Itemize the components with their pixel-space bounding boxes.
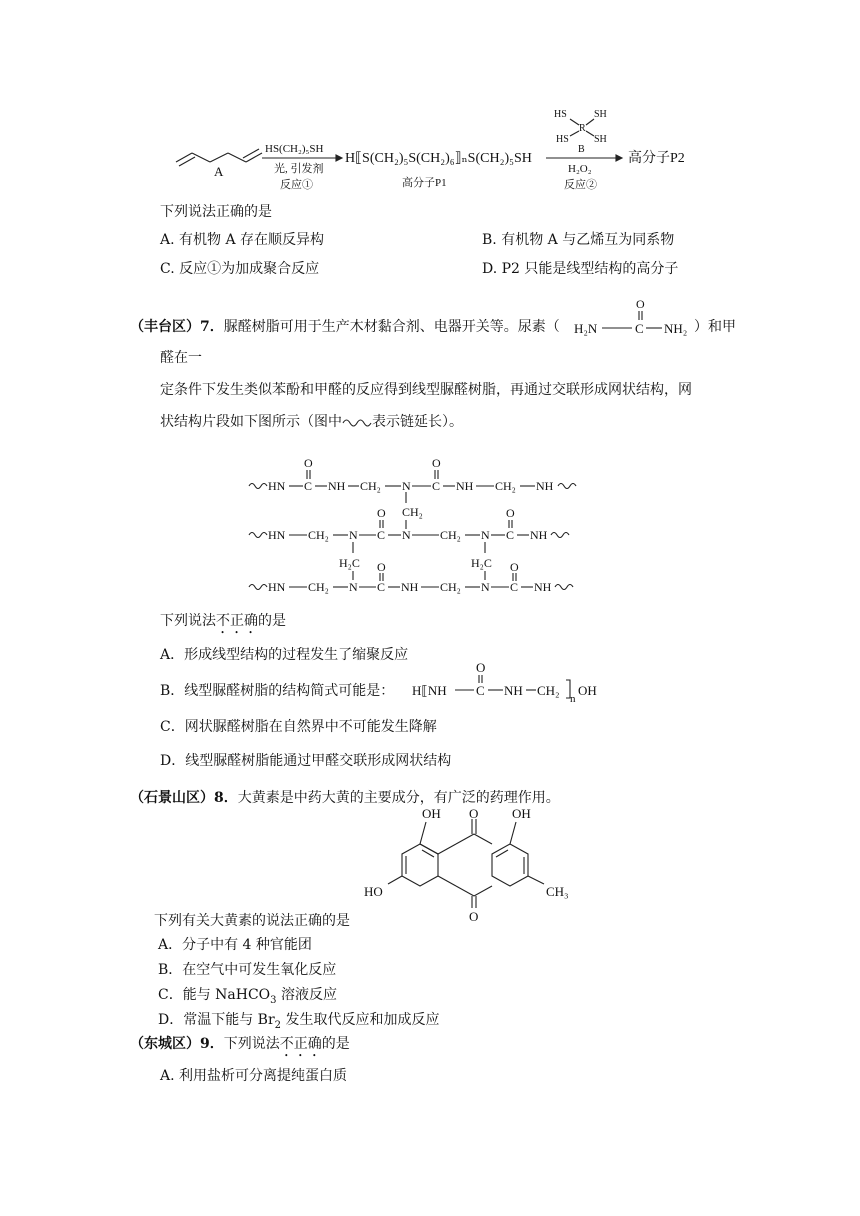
b-sh-right-bottom: SH — [594, 134, 607, 145]
q8-option-d-sub: 2 — [274, 1019, 282, 1031]
urea-c: C — [635, 321, 644, 336]
optb-c: C — [476, 683, 485, 698]
r2-n: N — [349, 528, 358, 542]
r2-nh: NH — [530, 528, 548, 542]
wavy-3-left — [249, 585, 267, 590]
q7-stem-emph: 不正确 — [216, 613, 258, 629]
q7-district: （丰台区） — [130, 319, 200, 335]
wavy-3-right — [555, 585, 573, 590]
q9-stem-pre: 下列说法 — [223, 1036, 280, 1052]
optb-right: NH — [504, 683, 523, 698]
label-a: A — [214, 164, 224, 179]
reagent-1-top: HS(CH₂)₅SH — [265, 143, 324, 155]
r3-n: N — [349, 580, 358, 594]
urea-right: NH₂ — [664, 321, 688, 336]
q8-text: 大黄素是中药大黄的主要成分，有广泛的药理作用。 — [237, 790, 560, 806]
b-label: B — [578, 144, 585, 155]
r3-nh: NH — [401, 580, 419, 594]
urea-left: H₂N — [574, 321, 598, 336]
q7-option-d: D．线型脲醛树脂能通过甲醛交联形成网状结构 — [160, 753, 452, 769]
q6-option-d: D. P2 只能是线型结构的高分子 — [482, 261, 679, 277]
r1-nh3: NH — [536, 479, 554, 493]
q7-line1-tail: ）和甲 — [694, 319, 736, 335]
q7-line3 — [160, 413, 463, 431]
q7-line3-pre: 状结构片段如下图所示（图中 — [160, 414, 342, 430]
q8-stem: 下列有关大黄素的说法正确的是 — [154, 913, 350, 929]
oh-left: OH — [422, 806, 441, 821]
r1-hn: HN — [268, 479, 286, 493]
o-bottom: O — [469, 909, 479, 924]
urea-structure — [544, 296, 694, 336]
arrow-1-head — [336, 155, 342, 161]
r2-o: O — [377, 506, 386, 520]
optb-oh: OH — [578, 683, 597, 698]
r1-o2: O — [432, 456, 441, 470]
q7-line3-post: 表示链延长）。 — [372, 414, 463, 430]
r3-o: O — [377, 560, 386, 574]
wavy-1-left — [249, 484, 267, 489]
b-hs-left-bottom: HS — [556, 134, 569, 145]
q7-line1 — [130, 318, 560, 336]
bridge-ch2: CH₂ — [402, 505, 423, 519]
q7-number: 7． — [200, 319, 224, 335]
q8-option-c-sub: 3 — [270, 994, 277, 1006]
r2-c2: C — [506, 528, 515, 542]
q8-option-c — [158, 986, 337, 1010]
r3-c: C — [377, 580, 386, 594]
emodin-structure — [360, 804, 590, 924]
q6-option-a: A. 有机物 A 存在顺反异构 — [160, 232, 325, 248]
oh-right: OH — [512, 806, 531, 821]
reagent-1-bottom: 光, 引发剂 — [274, 163, 324, 175]
optb-ch2: CH₂ — [537, 683, 560, 698]
ch3-right: CH₃ — [546, 884, 569, 899]
r2-ch2b: CH₂ — [440, 528, 461, 542]
reaction-1-label: 反应① — [280, 179, 313, 191]
arrow-2-head — [616, 155, 622, 161]
q7-line1b: 醛在一 — [160, 350, 202, 366]
q9-number: 9． — [200, 1036, 224, 1052]
q7-stem — [160, 612, 286, 637]
q9-option-a: A. 利用盐析可分离提纯蛋白质 — [160, 1068, 348, 1084]
p1-label: 高分子P1 — [402, 177, 447, 189]
o-top: O — [469, 806, 479, 821]
r3-c2: C — [510, 580, 519, 594]
q9-district: （东城区） — [130, 1036, 200, 1052]
r2-c: C — [377, 528, 386, 542]
r1-c2: C — [432, 479, 441, 493]
q7-line2: 定条件下发生类似苯酚和甲醛的反应得到线型脲醛树脂，再通过交联形成网状结构，网 — [160, 382, 692, 398]
r1-o: O — [304, 456, 313, 470]
r2-o2: O — [506, 506, 515, 520]
urea-o: O — [636, 297, 645, 311]
b-r: R — [579, 123, 586, 134]
q7-option-a: A．形成线型结构的过程发生了缩聚反应 — [160, 647, 409, 663]
reaction-scheme — [170, 100, 730, 195]
r3-ch2: CH₂ — [308, 580, 329, 594]
q8-district: （石景山区） — [130, 790, 214, 806]
q7-option-b-formula — [410, 660, 610, 704]
q6-option-c: C. 反应①为加成聚合反应 — [160, 261, 320, 277]
r2-n3: N — [481, 528, 490, 542]
wavy-2-right — [551, 533, 569, 538]
right-ring — [492, 844, 528, 886]
q7-option-b-text: B．线型脲醛树脂的结构简式可能是： — [160, 683, 395, 699]
q7-stem-post: 的是 — [258, 613, 286, 629]
reaction-2-label: 反应② — [564, 179, 597, 191]
r3-ch2b: CH₂ — [440, 580, 461, 594]
q8-option-b: B．在空气中可发生氧化反应 — [158, 962, 337, 978]
q8-option-c-pre: C．能与 NaHCO — [158, 987, 271, 1003]
r3-n2: N — [481, 580, 490, 594]
q8-option-d — [158, 1011, 439, 1035]
r2-n2: N — [402, 528, 411, 542]
q7-option-c: C．网状脲醛树脂在自然界中不可能发生降解 — [160, 719, 437, 735]
wavy-1-right — [558, 484, 576, 489]
wavy-line-icon — [342, 417, 372, 427]
q8-option-c-post: 溶液反应 — [276, 987, 337, 1003]
q8-option-d-post: 发生取代反应和加成反应 — [281, 1012, 440, 1028]
wavy-2-left — [249, 533, 267, 538]
optb-left: H⟦NH — [412, 683, 447, 698]
q8-option-a: A．分子中有 4 种官能团 — [158, 937, 312, 953]
r1-nh: NH — [328, 479, 346, 493]
q9-stem-emph: 不正确 — [279, 1036, 322, 1052]
b-hs-left-top: HS — [554, 109, 567, 120]
q7-line1-text: 脲醛树脂可用于生产木材黏合剂、电器开关等。尿素（ — [223, 319, 560, 335]
b-sh-right-top: SH — [594, 109, 607, 120]
p1-formula: H⟦S(CH₂)₅S(CH₂)₆⟧ₙS(CH₂)₅SH — [345, 151, 532, 166]
optb-o: O — [476, 660, 486, 675]
bridge-h2c-right: H₂C — [471, 556, 492, 570]
left-ring — [402, 844, 438, 886]
q8-number: 8． — [214, 790, 238, 806]
q9-stem-post: 的是 — [321, 1036, 350, 1052]
r1-nh2: NH — [456, 479, 474, 493]
r1-ch2b: CH₂ — [495, 479, 516, 493]
q8-option-d-pre: D．常温下能与 Br — [158, 1012, 275, 1028]
r2-ch2: CH₂ — [308, 528, 329, 542]
q6-stem: 下列说法正确的是 — [160, 204, 272, 220]
r1-c: C — [304, 479, 313, 493]
r1-n: N — [402, 479, 411, 493]
q7-stem-pre: 下列说法 — [160, 613, 216, 629]
r3-o2: O — [510, 560, 519, 574]
network-structure — [245, 450, 585, 610]
q6-option-b: B. 有机物 A 与乙烯互为同系物 — [482, 232, 675, 248]
bridge-h2c-left: H₂C — [339, 556, 360, 570]
product-p2: 高分子P2 — [628, 151, 685, 166]
ho-left: HO — [364, 884, 383, 899]
r1-ch2: CH₂ — [360, 479, 381, 493]
r2-hn: HN — [268, 528, 286, 542]
optb-n: n — [570, 693, 576, 704]
q9-line1 — [130, 1035, 350, 1060]
r3-hn: HN — [268, 580, 286, 594]
r3-nh2: NH — [534, 580, 552, 594]
middle-ring — [456, 844, 492, 896]
reagent-2-bottom: H₂O₂ — [568, 163, 592, 175]
